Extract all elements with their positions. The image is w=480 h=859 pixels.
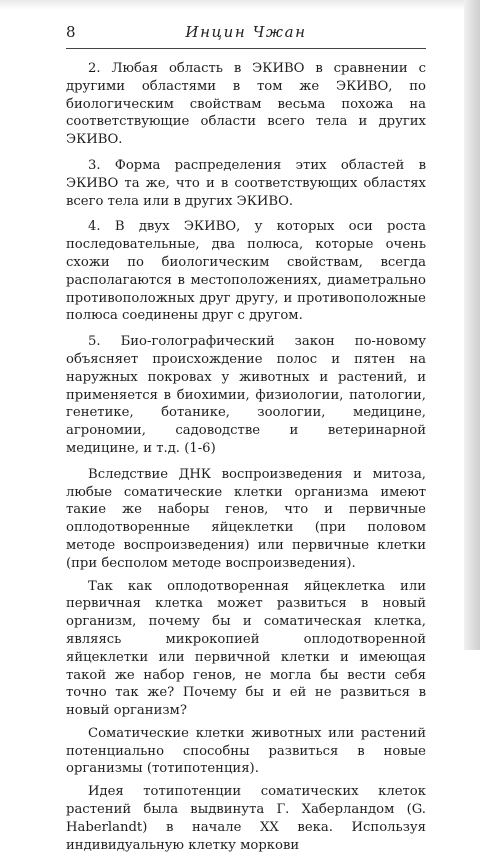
- paragraph-fertilized-egg: Так как оплодотворенная яйцеклетка или первичная клетка может развиться в новый организм, почему бы и соматическая клетка, являясь микрокопией оплодотворенной яйцеклетки или первичной клетки и имеющая такой же набор генов, не могла бы вести себя точно так же? Почему бы и ей не развиться в новый организм?: [66, 578, 426, 719]
- scan-shadow-top: [0, 0, 480, 10]
- paragraph-haberlandt: Идея тотипотенции соматических клеток растений была выдвинута Г. Хаберландом (G. Haberlandt) в начале XX века. Используя индивидуальную клетку моркови: [66, 784, 426, 853]
- running-head-title: Инцин Чжан: [185, 23, 307, 41]
- paragraph-dna-reproduction: Вследствие ДНК воспроизведения и митоза, любые соматические клетки организма имеют такие же наборы генов, что и первичные оплодотворенные яйцеклетки (при половом методе воспроизведения) или первичные клетки (при бесполом методе воспроизведения).: [66, 466, 426, 571]
- running-head: [66, 22, 426, 49]
- paragraph-point-2: 2. Любая область в ЭКИВО в сравнении с другими областями в том же ЭКИВО, по биологическим свойствам весьма похожа на соответствующие области всего тела и других ЭКИВО.: [66, 61, 426, 148]
- paragraph-point-5: 5. Био-голографический закон по-новому объясняет происхождение полос и пятен на наружных покровах у животных и растений, и применяется в биохимии, физиологии, патологии, генетике, ботанике, зоологии, медицине, агрономии, садоводстве и ветеринарной медицине, и т.д. (1-6): [66, 334, 426, 456]
- page-number: 8: [66, 23, 76, 41]
- paragraph-point-3: 3. Форма распределения этих областей в ЭКИВО та же, что и в соответствующих областях всего тела или в других ЭКИВО.: [66, 157, 426, 209]
- paragraph-point-4: 4. В двух ЭКИВО, у которых оси роста последовательные, два полюса, которые очень схожи по биологическим свойствам, всегда располагаются в местоположениях, диаметрально противоположных друг другу, и противоположные полюса соединены друг с другом.: [66, 219, 426, 324]
- body-text: [66, 60, 426, 859]
- scan-shadow-right: [464, 0, 480, 650]
- paragraph-totipotency: Соматические клетки животных или растений потенциально способны развиться в новые организмы (тотипотенция).: [66, 725, 426, 777]
